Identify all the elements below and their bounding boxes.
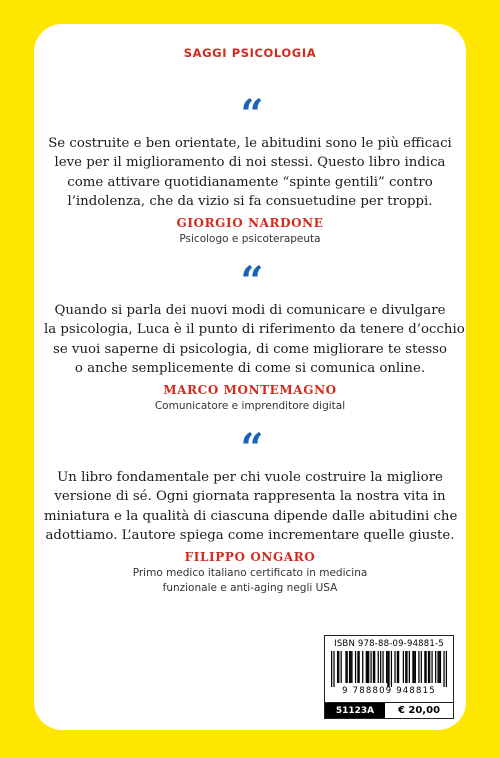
author-role-line: Comunicatore e imprenditore digital [154, 399, 346, 412]
price-tag: € 20,00 [397, 705, 441, 716]
barcode-bar [424, 651, 425, 683]
author-role [34, 232, 466, 247]
quote-line: come attivare quotidianamente “spinte gentili” contro [67, 174, 433, 190]
barcode-bar [439, 651, 440, 683]
barcode-bar [374, 651, 375, 683]
barcode-bar [387, 651, 388, 687]
barcode-bar [333, 651, 334, 687]
barcode-bar [347, 651, 348, 683]
barcode-digits: 9 788809 948815 [342, 686, 436, 696]
quote-line: se vuoi saperne di psicologia, di come migliorare te stesso [53, 341, 447, 357]
barcode-bar [406, 651, 407, 683]
author-role [34, 566, 466, 596]
barcode-bar [362, 651, 363, 683]
barcode-label [324, 635, 454, 719]
quote-text [44, 301, 465, 379]
product-code: 51123A [325, 703, 385, 718]
barcode-bar [429, 651, 430, 683]
barcode-bar [414, 651, 415, 683]
barcode-bar [397, 651, 398, 683]
quote-text [44, 134, 456, 212]
barcode-bar [388, 651, 389, 687]
author-role-line: Primo medico italiano certificato in medicina [132, 566, 368, 579]
barcode-bar [331, 651, 332, 687]
quote-line: leve per il miglioramento di noi stessi. Questo libro indica [54, 155, 446, 171]
barcode-bar [443, 651, 444, 687]
quote-line: Quando si parla dei nuovi modi di comunicare e divulgare [54, 303, 446, 318]
quote-line: adottiamo. L’autore spiega come incrementare quelle giuste. [45, 528, 455, 544]
isbn-text: ISBN 978-88-09-94881-5 [334, 639, 444, 649]
barcode-bar [355, 651, 356, 683]
barcode-icon [331, 651, 447, 687]
barcode-bar [409, 651, 410, 683]
barcode-bar [380, 651, 381, 683]
barcode-bar [357, 651, 358, 683]
barcode-bar [425, 651, 426, 683]
barcode-bar [428, 651, 429, 683]
quote-author: FILIPPO ONGARO [184, 549, 316, 564]
barcode-bar [373, 651, 374, 683]
barcode-bar [386, 651, 387, 683]
quote-block-2 [34, 258, 466, 414]
quote-line: miniatura e la qualità di ciascuna dipende dalle abitudini che [44, 508, 458, 524]
quote-author: GIORGIO NARDONE [176, 215, 324, 230]
quote-line: Se costruite e ben orientate, le abitudini sono le più efficaci [48, 136, 452, 151]
barcode-bar [421, 651, 422, 683]
quote-line: o anche semplicemente di come si comunica online. [74, 361, 426, 377]
barcode-bar [378, 651, 379, 683]
quote-line: l’indolenza, che da vizio si fa consuetudine per troppi. [67, 194, 433, 210]
barcode-bar [437, 651, 438, 683]
author-role-line: funzionale e anti-aging negli USA [162, 581, 338, 594]
author-role [34, 399, 466, 414]
barcode-bar [431, 651, 432, 683]
barcode-bar [418, 651, 419, 683]
quote-text [44, 468, 456, 546]
barcode-bar [382, 651, 383, 683]
barcode-bar [368, 651, 369, 683]
quote-line: la psicologia, Luca è il punto di riferimento da tenere d’occhio [44, 322, 465, 338]
barcode-bar [391, 651, 392, 687]
barcode-bar [440, 651, 441, 683]
barcode-footer [325, 702, 453, 718]
quote-block-1 [34, 91, 466, 247]
barcode-bar [405, 651, 406, 683]
quote-block-3 [34, 425, 466, 596]
barcode-bar [345, 651, 346, 683]
quote-line: Un libro fondamentale per chi vuole costruire la migliore [57, 470, 443, 485]
barcode-bar [359, 651, 360, 683]
quote-mark-icon: “ [240, 91, 260, 138]
barcode-bar [415, 651, 416, 683]
barcode-bar [337, 651, 338, 683]
barcode-bar [398, 651, 399, 683]
barcode-bar [403, 651, 404, 683]
barcode-bar [351, 651, 352, 683]
series-label: SAGGI PSICOLOGIA [183, 46, 317, 60]
barcode-bar [349, 651, 350, 683]
barcode-bar [338, 651, 339, 683]
barcode-bar [341, 651, 342, 683]
author-role-line: Psicologo e psicoterapeuta [179, 232, 321, 245]
quote-mark-icon: “ [240, 425, 260, 472]
back-cover-panel [34, 24, 466, 730]
barcode-bar [370, 651, 371, 683]
barcode-bar [446, 651, 447, 687]
barcode-bar [367, 651, 368, 683]
quote-mark-icon: “ [240, 258, 260, 305]
barcode-bar [394, 651, 395, 683]
barcode-bar [366, 651, 367, 683]
quote-line: versione di sé. Ogni giornata rappresenta la nostra vita in [54, 489, 446, 505]
barcode-bar [435, 651, 436, 683]
barcode-bar [412, 651, 413, 683]
barcode-bar [350, 651, 351, 683]
quote-author: MARCO MONTEMAGNO [163, 382, 337, 397]
